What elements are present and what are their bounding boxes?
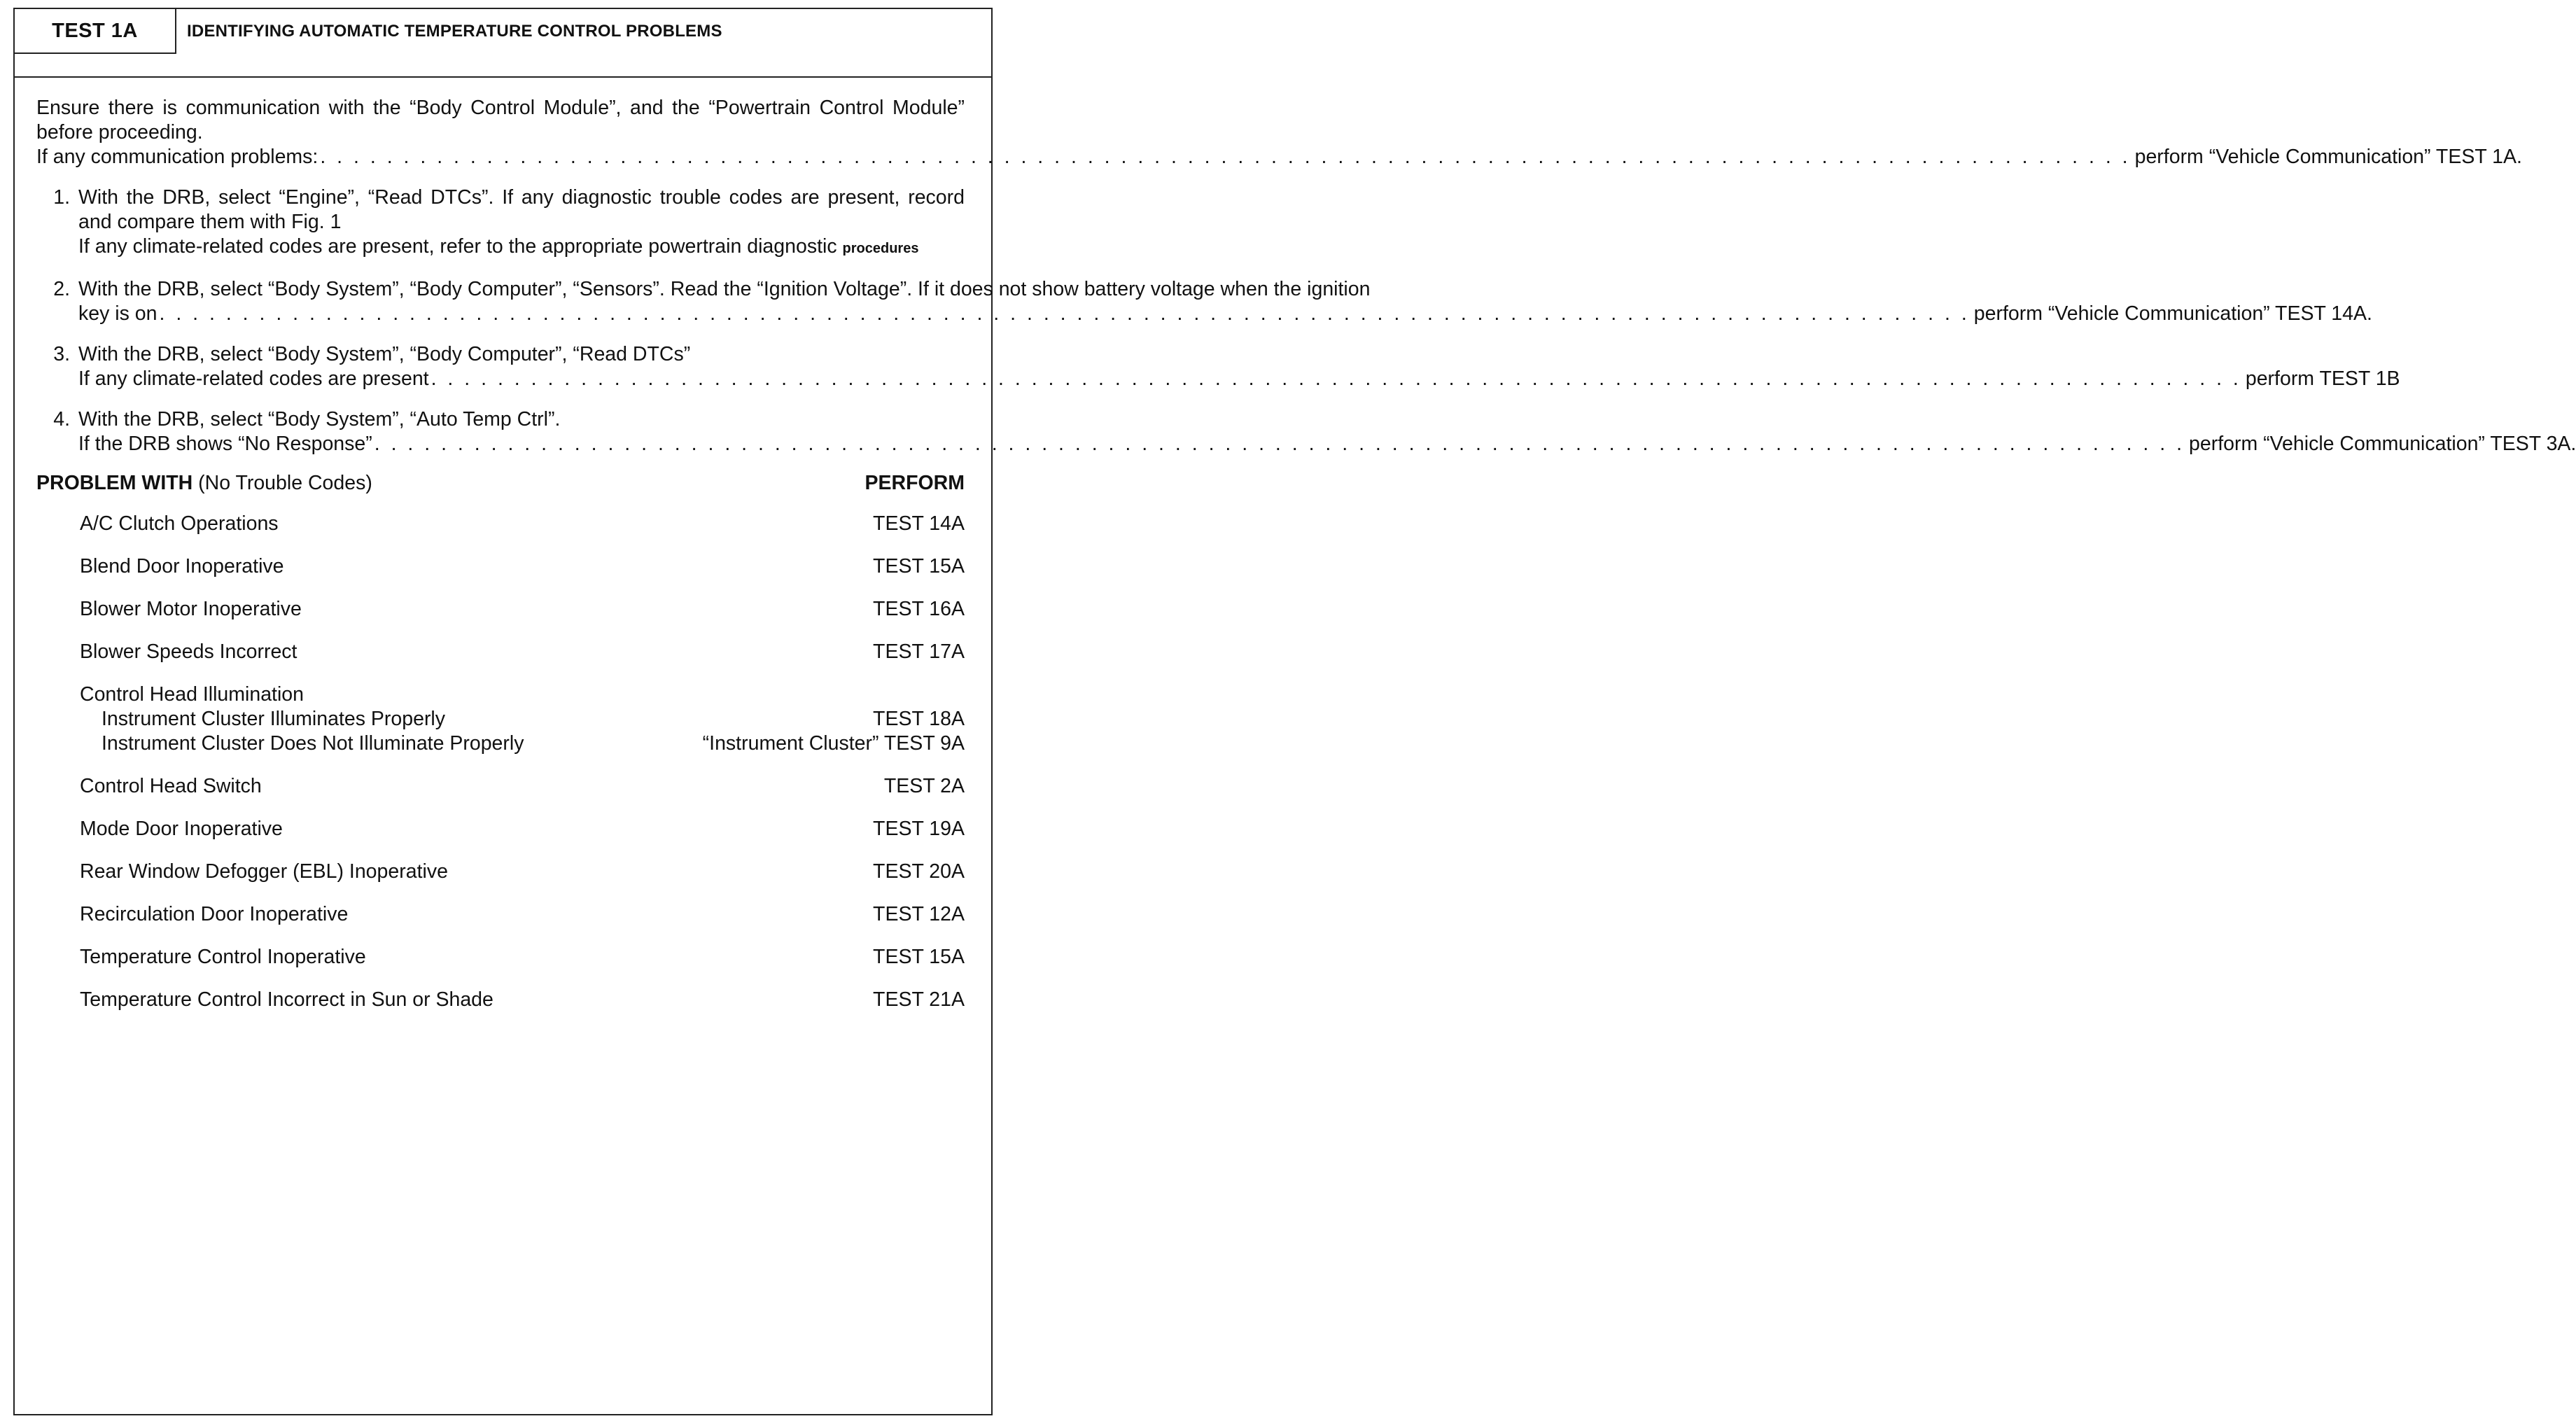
header-row [15, 9, 991, 78]
problem-cell: Blend Door Inoperative [80, 555, 284, 578]
step-text: With the DRB, select “Body System”, “Body Computer”, “Read DTCs” [78, 343, 691, 365]
dot-leader [374, 432, 2185, 456]
perform-cell: TEST 12A [873, 903, 965, 925]
step-action: perform “Vehicle Communication” TEST 3A. [2189, 433, 2576, 455]
perform-cell: TEST 2A [883, 775, 965, 797]
step-number: 4. [53, 408, 70, 430]
perform-cell: “Instrument Cluster” TEST 9A [702, 732, 965, 755]
perform-cell: TEST 19A [873, 818, 965, 840]
problem-cell: Instrument Cluster Does Not Illuminate Properly [102, 732, 524, 755]
problem-note: (No Trouble Codes) [198, 472, 372, 494]
step-condition: key is on [78, 302, 158, 325]
perform-cell: TEST 16A [873, 598, 965, 620]
perform-cell: TEST 18A [873, 708, 965, 730]
table-row [36, 512, 965, 536]
table-row [36, 945, 965, 969]
intro-condition: If any communication problems: [36, 146, 318, 168]
problem-cell: Temperature Control Inoperative [80, 946, 366, 968]
step-action: perform “Vehicle Communication” TEST 14A. [1973, 302, 2372, 325]
step-2 [36, 277, 2372, 326]
content [15, 78, 2576, 1012]
step-4 [36, 407, 2576, 456]
table-row [36, 554, 965, 579]
step-number: 3. [53, 343, 70, 365]
intro-leader-line [36, 145, 2522, 169]
perform-cell: TEST 15A [873, 946, 965, 968]
dot-leader [431, 367, 2241, 391]
procedure-frame [13, 8, 2576, 1415]
step-note-end: procedures [842, 241, 919, 256]
intro-text: Ensure there is communication with the “Body Control Module”, and the “Powertrain Control Module” before proceeding. [36, 97, 965, 144]
problem-column-header [36, 471, 372, 496]
page-title: IDENTIFYING AUTOMATIC TEMPERATURE CONTROL PROBLEMS [187, 22, 722, 41]
table-row [36, 640, 965, 664]
step-number: 1. [53, 186, 70, 209]
step-text: With the DRB, select “Body System”, “Auto Temp Ctrl”. [78, 408, 561, 430]
step-number: 2. [53, 278, 70, 300]
step-leader-line [78, 302, 2372, 326]
problem-cell: Blower Motor Inoperative [80, 598, 302, 620]
perform-cell: TEST 20A [873, 860, 965, 883]
table-row [36, 597, 965, 622]
group-title: Control Head Illumination [80, 683, 304, 706]
intro-action: perform “Vehicle Communication” TEST 1A. [2134, 146, 2522, 168]
step-condition: If any climate-related codes are present [78, 368, 429, 390]
table-row [36, 902, 965, 927]
problem-cell: Instrument Cluster Illuminates Properly [102, 708, 446, 730]
problem-cell: Temperature Control Incorrect in Sun or Shade [80, 988, 493, 1011]
step-3 [36, 342, 2400, 391]
step-action: perform TEST 1B [2245, 368, 2400, 390]
table-row [36, 860, 965, 884]
step-text: With the DRB, select “Body System”, “Body Computer”, “Sensors”. Read the “Ignition Voltage”. If it does not show battery voltage when the ignition [78, 278, 1371, 300]
problem-cell: Control Head Switch [80, 775, 262, 797]
problem-cell: Rear Window Defogger (EBL) Inoperative [80, 860, 448, 883]
perform-column-header: PERFORM [864, 472, 965, 494]
problem-cell: A/C Clutch Operations [80, 512, 279, 535]
step-note-text: If any climate-related codes are present, refer to the appropriate powertrain diagnostic [78, 235, 837, 258]
perform-cell: TEST 21A [873, 988, 965, 1011]
perform-cell: TEST 17A [873, 640, 965, 663]
table-header [36, 471, 965, 496]
step-leader-line [78, 367, 2400, 391]
step-condition: If the DRB shows “No Response” [78, 433, 372, 455]
test-number-box [15, 9, 176, 54]
step-leader-line [78, 432, 2576, 456]
table-row [36, 988, 965, 1012]
step-note [78, 234, 988, 261]
step-text: With the DRB, select “Engine”, “Read DTCs”. If any diagnostic trouble codes are present, record and compare them with Fig. 1 [78, 186, 965, 233]
table-row [36, 774, 965, 799]
table-row [36, 817, 965, 841]
table-subrow [80, 707, 965, 732]
perform-cell: TEST 14A [873, 512, 965, 535]
problem-cell: Blower Speeds Incorrect [80, 640, 298, 663]
problem-cell: Recirculation Door Inoperative [80, 903, 349, 925]
step-1 [36, 186, 965, 261]
problem-cell: Mode Door Inoperative [80, 818, 283, 840]
test-label: TEST 1A [52, 19, 138, 42]
problem-heading: PROBLEM WITH [36, 472, 193, 494]
perform-cell: TEST 15A [873, 555, 965, 578]
dot-leader [320, 145, 2130, 169]
table-row-group [36, 682, 965, 756]
table-subrow [80, 732, 965, 756]
dot-leader [159, 302, 1969, 326]
